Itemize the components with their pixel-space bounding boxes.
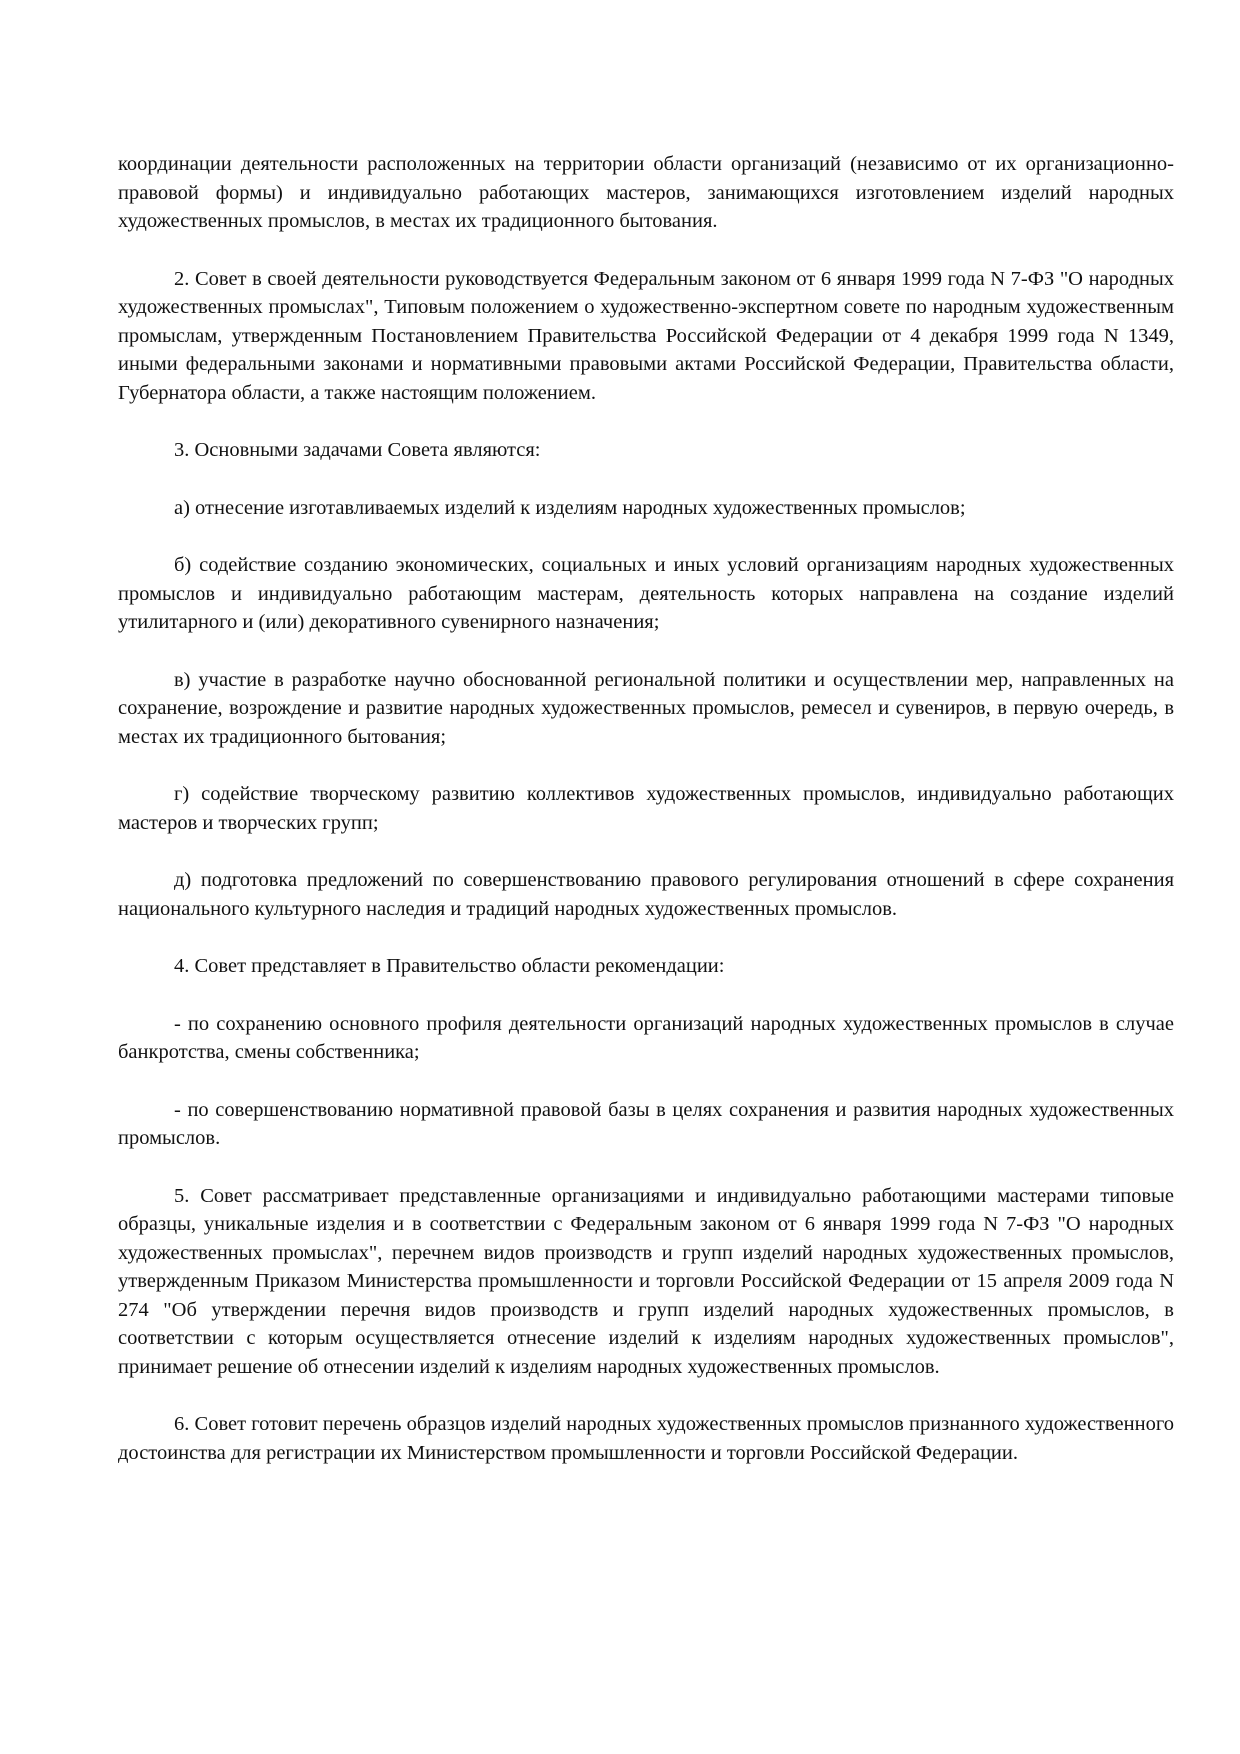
paragraph-3v: в) участие в разработке научно обоснованной региональной политики и осуществлении мер, направленных на сохранение, возрождение и развитие народных художественных промыслов, ремесел и сувениров, в первую очередь, в местах их традиционного бытования; (118, 668, 1174, 748)
paragraph-intro-continuation: координации деятельности расположенных на территории области организаций (независимо от их организационно-правовой формы) и индивидуально работающих мастеров, занимающихся изготовлением изделий народных художественных промыслов, в местах их традиционного бытования. (118, 153, 1174, 232)
paragraph-4-item-2: - по совершенствованию нормативной правовой базы в целях сохранения и развития народных художественных промыслов. (118, 1098, 1174, 1149)
paragraph-6-registry: 6. Совет готовит перечень образцов изделий народных художественных промыслов признанного художественного достоинства для регистрации их Министерством промышленности и торговли Российской Федерации. (118, 1413, 1174, 1464)
paragraph-3g: г) содействие творческому развитию коллективов художественных промыслов, индивидуально работающих мастеров и творческих групп; (118, 783, 1174, 834)
paragraph-3b: б) содействие созданию экономических, социальных и иных условий организациям народных художественных промыслов и индивидуально работающим мастерам, деятельность которых направлена на создание изделий утилитарного и (или) декоративного сувенирного назначения; (118, 554, 1174, 633)
paragraph-3d: д) подготовка предложений по совершенствованию правового регулирования отношений в сфере сохранения национального культурного наследия и традиций народных художественных промыслов. (118, 869, 1174, 920)
document-page (118, 150, 1174, 1496)
paragraph-3-main-tasks-heading: 3. Основными задачами Совета являются: (174, 439, 541, 461)
paragraph-4-recommendations-heading: 4. Совет представляет в Правительство области рекомендации: (174, 955, 725, 977)
paragraph-3a: а) отнесение изготавливаемых изделий к изделиям народных художественных промыслов; (174, 496, 966, 519)
paragraph-2-guiding-laws: 2. Совет в своей деятельности руководствуется Федеральным законом от 6 января 1999 года N 7-ФЗ "О народных художественных промыслах", Типовым положением о художественно-экспертном совете по народным художественным промыслам, утвержденным Постановлением Правительства Российской Федерации от 4 декабря 1999 года N 1349, иными федеральными законами и нормативными правовыми актами Российской Федерации, Правительства области, Губернатора области, а также настоящим положением. (118, 267, 1174, 404)
paragraph-4-item-1: - по сохранению основного профиля деятельности организаций народных художественных промыслов в случае банкротства, смены собственника; (118, 1012, 1174, 1063)
paragraph-5-review: 5. Совет рассматривает представленные организациями и индивидуально работающими мастерами типовые образцы, уникальные изделия и в соответствии с Федеральным законом от 6 января 1999 года N 7-ФЗ "О народных художественных промыслах", перечнем видов производств и групп изделий народных художественных промыслов, утвержденным Приказом Министерства промышленности и торговли Российской Федерации от 15 апреля 2009 года N 274 "Об утверждении перечня видов производств и групп изделий народных художественных промыслов, в соответствии с которым осуществляется отнесение изделий к изделиям народных художественных промыслов", принимает решение об отнесении изделий к изделиям народных художественных промыслов. (118, 1184, 1174, 1378)
